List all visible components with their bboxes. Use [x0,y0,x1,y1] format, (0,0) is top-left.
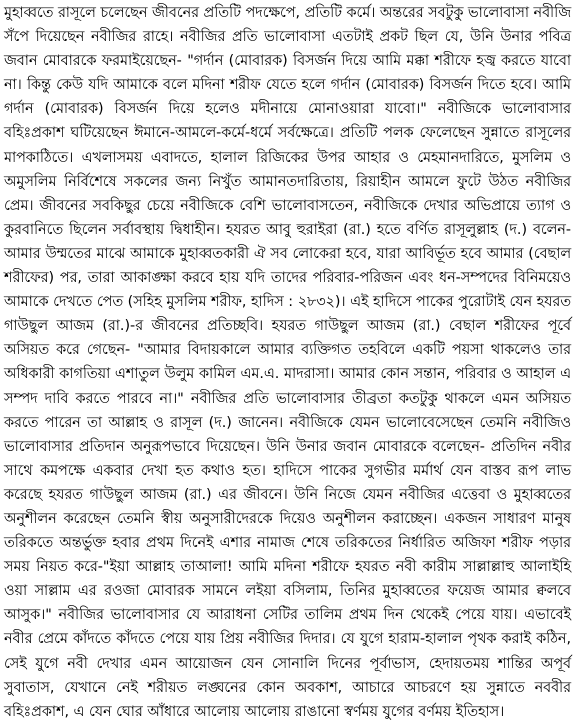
body-paragraph: মুহাব্বতে রাসূলে চলেছেন জীবনের প্রতিটি পদক্ষেপে, প্রতিটি কর্মে। অন্তরের সবটুকু ভালোবাসা নবীজি সঁপে দিয়েছেন নবীজির রাহে। নবীজির প্রতি ভালোবাসা এতটাই প্রকট ছিল যে, উনি উনার পবিত্র জবান মোবারকে ফরমাইয়েছেন- "গর্দান (মোবারক) বিসর্জন দিয়ে আমি মক্কা শরীফে হজ্ব করতে যাবো না। কিন্তু কেউ যদি আমাকে বলে মদিনা শরীফ যেতে হলে গর্দান (মোবারক) বিসর্জন দিতে হবে। আমি গর্দান (মোবারক) বিসর্জন দিয়ে হলেও মদীনায়ে মোনাওয়ারা যাবো।" নবীজিকে ভালোবাসার বহিঃপ্রকাশ ঘটিয়েছেন ঈমানে-আমলে-কর্মে-ধর্মে সর্বক্ষেত্রে। প্রতিটি পলক ফেলেছেন সুন্নাতে রাসূলের মাপকাঠিতে। এখলাসময় এবাদতে, হালাল রিজিকের উপর আহার ও মেহমানদারিতে, মুসলিম ও অমুসলিম নির্বিশেষে সকলের জন্য নিখুঁত আমানতদারিতায়, রিয়াহীন আমলে ফুটে উঠত নবীজির প্রেম। জীবনের সবকিছুর চেয়ে নবীজিকে বেশি ভালোবাসতেন, নবীজিকে দেখার অভিপ্রায়ে ত্যাগ ও কুরবানিতে ছিলেন সর্বাবস্থায় দ্বিধাহীন। হযরত আবু হুরাইরা (রা.) হতে বর্ণিত রাসূলুল্লাহ (দ.) বলেন- আমার উম্মতের মাঝে আমাকে মুহাব্বতকারী ঐ সব লোকেরা হবে, যারা আবির্ভূত হবে আমার (বেছাল শরীফের) পর, তারা আকাঙ্ক্ষা করবে হায় যদি তাদের পরিবার-পরিজন এবং ধন-সম্পদের বিনিময়েও আমাকে দেখতে পেত (সহিহ মুসলিম শরীফ, হাদিস : ২৮৩২)। এই হাদিসে পাকের পুরোটাই যেন হযরত গাউছুল আজম (রা.)-র জীবনের প্রতিচ্ছবি। হযরত গাউছুল আজম (রা.) বেছাল শরীফের পূর্বে অসিয়ত করে গেছেন- "আমার বিদায়কালে আমার ব্যক্তিগত তহবিলে একটি পয়সা থাকলেও তার অধিকারী কাগতিয়া এশাতুল উলুম কামিল এম.এ. মাদরাসা। আমার কোন সন্তান, পরিবার ও আহাল এ সম্পদ দাবি করতে পারবে না।" নবীজির প্রতি ভালোবাসার তীব্রতা কতটুকু থাকলে এমন অসিয়ত করতে পারেন তা আল্লাহ ও রাসূল (দ.) জানেন। নবীজিকে যেমন ভালোবেসেছেন তেমনি নবীজিও ভালোবাসার প্রতিদান অনুরূপভাবে দিয়েছেন। উনি উনার জবান মোবারকে বলেছেন- প্রতিদিন নবীর সাথে কমপক্ষে একবার দেখা হত কথাও হত। হাদিসে পাকের সুগভীর মর্মার্থ যেন বাস্তব রূপ লাভ করেছে হযরত গাউছুল আজম (রা.) এর জীবনে। উনি নিজে যেমন নবীজির এত্তেবা ও মুহাব্বতের অনুশীলন করেছেন তেমনি স্বীয় অনুসারীদেরকে দিয়েও অনুশীলন করাচ্ছেন। একজন সাধারণ মানুষ তরিকতে অন্তর্ভুক্ত হবার প্রথম দিনেই এশার নামাজ শেষে তরিকতের নির্ধারিত অজিফা শরীফ পড়ার সময় নিয়ত করে-"ইয়া আল্লাহ তাআলা! আমি মদিনা শরীফে হযরত নবী কারীম সাল্লাল্লাহু আলাইহি ওয়া সাল্লাম এর রওজা মোবারক সামনে লইয়া বসিলাম, তিনির মুহাব্বতের ফয়েজ আমার ক্বলবে আসুক।" নবীজির ভালোবাসার যে আরাধনা সেটির তালিম প্রথম দিন থেকেই পেয়ে যায়। এভাবেই নবীর প্রেমে কাঁদতে কাঁদতে পেয়ে যায় প্রিয় নবীজির দিদার। যে যুগে হারাম-হালাল পৃথক করাই কঠিন, সেই যুগে নবী দেখার এমন আয়োজন যেন সোনালি দিনের পূর্বাভাস, হেদায়তময় শান্তির অপূর্ব সুবাতাস, যেখানে নেই শরীয়ত লঙ্ঘনের কোন অবকাশ, আচারে আচরণে হয় সুন্নাতে নববীর বহিঃপ্রকাশ, এ যেন ঘোর আঁধারে আলোয় আলোয় রাঙানো স্বর্ণময় যুগের বর্ণময় ইতিহাস। [4,5,572,720]
